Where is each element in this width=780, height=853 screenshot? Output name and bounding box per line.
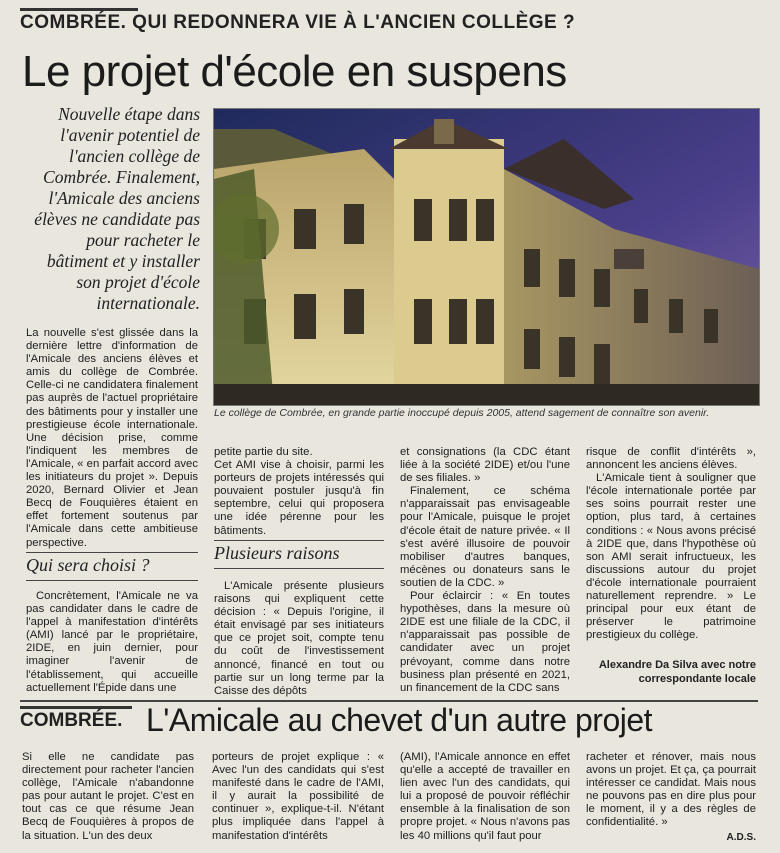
paragraph: risque de conflit d'intérêts », annoncent les anciens élèves. — [586, 446, 756, 472]
paragraph: et consignations (la CDC étant liée à la société 2IDE) et/ou l'une de ses filiales. » — [400, 446, 570, 485]
subhead-rule — [26, 580, 198, 581]
paragraph: La nouvelle s'est glissée dans la dernière lettre d'information de l'Amicale des anciens élèves et amis du collège de Combrée. Celle-ci ne candidatera finalement pas auprès de l'actuel propriétaire des bâtiments pour y installer une prestigieuse école internationale. Une décision prise, comme l'indiquent les membres de l'Amicale, « en parfait accord avec les initiateurs du projet ». Depuis 2020, Bernard Olivier et Jean Becq de Fouquières étaient en effet fortement soutenus par l'Amicale dans cette ambitieuse perspective. — [26, 327, 198, 549]
paragraph: Si elle ne candidate pas directement pour racheter l'ancien collège, l'Amicale n'abandonne pas pour autant le projet. C'est en tout cas ce que résume Jean Becq de Fouquières à propos de la situation. L'un des deux — [22, 751, 194, 842]
column-1-part-2 — [26, 590, 198, 695]
subhead-plusieurs-raisons: Plusieurs raisons — [214, 543, 340, 563]
subhead-rule — [214, 568, 384, 569]
article2-column-1 — [22, 751, 194, 843]
author-signature: Alexandre Da Silva avec notre correspondante locale — [598, 659, 756, 685]
column-4 — [586, 446, 756, 642]
column-2 — [214, 446, 384, 538]
paragraph: racheter et rénover, mais nous avons un projet. Et ça, ça pourrait intéresser ce candidat. Mais nous ne pouvons pas en dire plus pour le moment, il y a des règles de confidentialité. » — [586, 751, 756, 829]
college-building-illustration — [214, 109, 759, 405]
column-1 — [26, 327, 198, 550]
column-2-part-2 — [214, 580, 384, 698]
subhead-rule — [214, 540, 384, 541]
subhead-qui-sera-choisi: Qui sera choisi ? — [26, 555, 150, 575]
article-lead: Nouvelle étape dans l'avenir potentiel de l'ancien collège de Combrée. Finalement, l'Amicale des anciens élèves ne candidate pas pour racheter le bâtiment et y installer son projet d'école internationale. — [34, 104, 200, 313]
article2-headline: L'Amicale au chevet d'un autre projet — [146, 702, 653, 738]
article2-kicker: COMBRÉE. — [20, 710, 123, 731]
paragraph: Finalement, ce schéma n'apparaissait pas envisageable pour l'Amicale, puisque le projet d'école était de nature privée. « Il s'est avéré illusoire de pouvoir mobiliser d'autres banques, mécènes ou donateurs sans le soutien de la CDC. » — [400, 485, 570, 589]
paragraph: L'Amicale présente plusieurs raisons qui expliquent cette décision : « Depuis l'origine, il était envisagé par ses initiateurs que ce projet soit, compte tenu du coût de l'investissement annoncé, financé en tout ou partie sur un long terme par la Caisse des dépôts — [214, 580, 384, 697]
article-kicker: COMBRÉE. QUI REDONNERA VIE À L'ANCIEN COLLÈGE ? — [20, 12, 576, 33]
subhead-rule — [26, 552, 198, 553]
paragraph: petite partie du site. — [214, 446, 313, 458]
article2-column-3 — [400, 751, 570, 843]
kicker-rule — [20, 706, 132, 709]
paragraph: Cet AMI vise à choisir, parmi les porteurs de projets intéressés qui pouvaient postuler jusqu'à fin septembre, celui qui proposera une idée pérenne pour les bâtiments. — [214, 459, 384, 537]
article2-signature: A.D.S. — [726, 832, 756, 843]
paragraph: porteurs de projet explique : « Avec l'un des candidats qui s'est manifesté dans le cadre de l'AMI, il y aurait la possibilité de continuer », explique-t-il. N'étant plus impliquée dans l'appel à manifestation d'intérêts — [212, 751, 384, 842]
article-headline: Le projet d'école en suspens — [22, 47, 567, 96]
kicker-rule — [20, 8, 138, 11]
college-photo — [213, 108, 760, 406]
article2-column-2 — [212, 751, 384, 843]
paragraph: L'Amicale tient à souligner que l'école internationale portée par ses soins pourrait rester une option, plus tard, à certaines conditions : « Nous avons précisé à 2IDE que, dans l'hypothèse où son AMI serait infructueux, les discussions autour du projet d'école internationale pourraient naturellement reprendre. » Le principal pour eux étant de préserver le patrimoine prestigieux du collège. — [586, 472, 756, 642]
paragraph: Concrètement, l'Amicale ne va pas candidater dans le cadre de l'appel à manifestation d'intérêts (AMI) lancé par le propriétaire, 2IDE, en juin dernier, pour imaginer l'avenir de l'établissement, qui accueille actuellement l'Épide dans une — [26, 590, 198, 694]
paragraph: Pour éclaircir : « En toutes hypothèses, dans la mesure où 2IDE est une filiale de la CDC, il n'apparaissait pas possible de candidater avec un projet prévoyant, comme dans notre business plan présenté en 2021, un financement de la CDC sans — [400, 590, 570, 694]
paragraph: (AMI), l'Amicale annonce en effet qu'elle a accepté de travailler en lien avec l'un des candidats, qui lui a proposé de pouvoir réfléchir ensemble à la finalisation de son propre projet. « Nous n'avons pas les 40 millions qu'il faut pour — [400, 751, 570, 842]
photo-caption: Le collège de Combrée, en grande partie inoccupé depuis 2005, attend sagement de connaître son avenir. — [214, 407, 710, 419]
column-3 — [400, 446, 570, 695]
article2-column-4 — [586, 751, 756, 830]
